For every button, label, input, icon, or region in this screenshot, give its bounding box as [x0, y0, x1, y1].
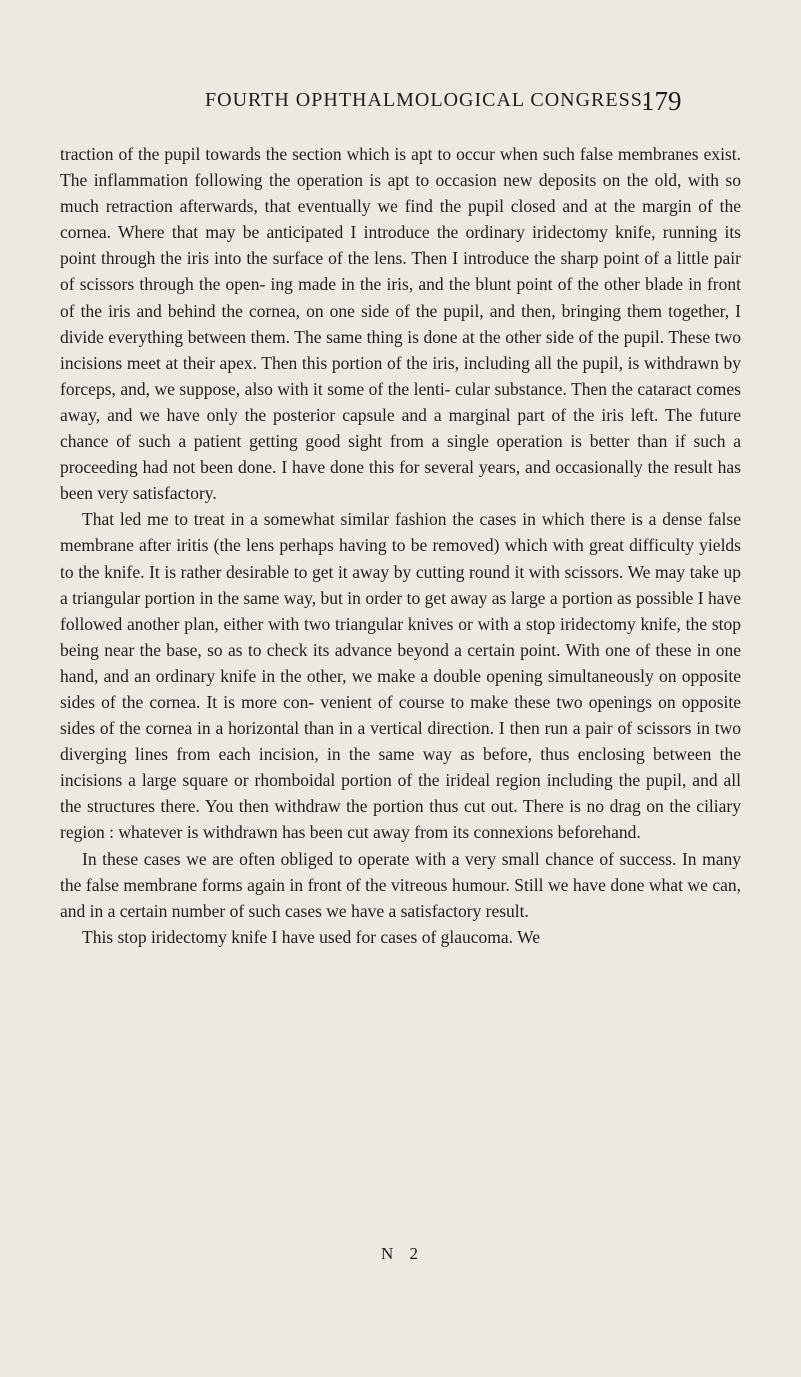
- paragraph: This stop iridectomy knife I have used for cases of glaucoma. We: [82, 926, 540, 947]
- signature-mark: N 2: [381, 1244, 425, 1263]
- paragraph: That led me to treat in a somewhat similar fashion the cases in which there is a dense false membrane after iritis (the lens perhaps having to be removed) which with great difficulty yields to the knife. It is rather desirable to get it away by cutting round it with scissors. We may take up a triangular portion in the same way, but in order to get away as large a portion as possible I have followed another plan, either with two triangular knives or with a stop iridectomy knife, the stop being near the base, so as to check its advance beyond a certain point. With one of these in one hand, and an ordinary knife in the other, we make a double opening simultaneously on opposite sides of the cornea. It is more con- venient of course to make these two openings on opposite sides of the cornea in a horizontal than in a vertical direction. I then run a pair of scissors in two diverging lines from each incision, in the same way as before, thus enclosing between the incisions a large square or rhomboidal portion of the irideal region including the pupil, and all the structures there. You then withdraw the portion thus cut out. There is no drag on the ciliary region : whatever is withdrawn has been cut away from its connexions beforehand.: [60, 509, 741, 843]
- running-title: FOURTH OPHTHALMOLOGICAL CONGRESS.: [205, 89, 649, 111]
- page-number: 179: [641, 86, 682, 116]
- paragraph: In these cases we are often obliged to operate with a very small chance of success. In many the false membrane forms again in front of the vitreous humour. Still we have done what we can, and in a certain number of such cases we have a satisfactory result.: [60, 848, 741, 921]
- running-head: [0, 86, 801, 122]
- paragraph-continued: traction of the pupil towards the section which is apt to occur when such false membranes exist. The inflammation following the operation is apt to occasion new deposits on the old, with so much retraction afterwards, that eventually we find the pupil closed and at the margin of the cornea. Where that may be anticipated I introduce the ordinary iridectomy knife, running its point through the iris into the surface of the lens. Then I introduce the sharp point of a little pair of scissors through the open- ing made in the iris, and the blunt point of the other blade in front of the iris and behind the cornea, on one side of the pupil, and then, bringing them together, I divide everything between them. The same thing is done at the other side of the pupil. These two incisions meet at their apex. Then this portion of the iris, including all the pupil, is withdrawn by forceps, and, we suppose, also with it some of the lenti- cular substance. Then the cataract comes away, and we have only the posterior capsule and a marginal part of the iris left. The future chance of such a patient getting good sight from a single operation is better than if such a proceeding had not been done. I have done this for several years, and occasionally the result has been very satisfactory.: [60, 144, 741, 504]
- body-text: [60, 141, 741, 950]
